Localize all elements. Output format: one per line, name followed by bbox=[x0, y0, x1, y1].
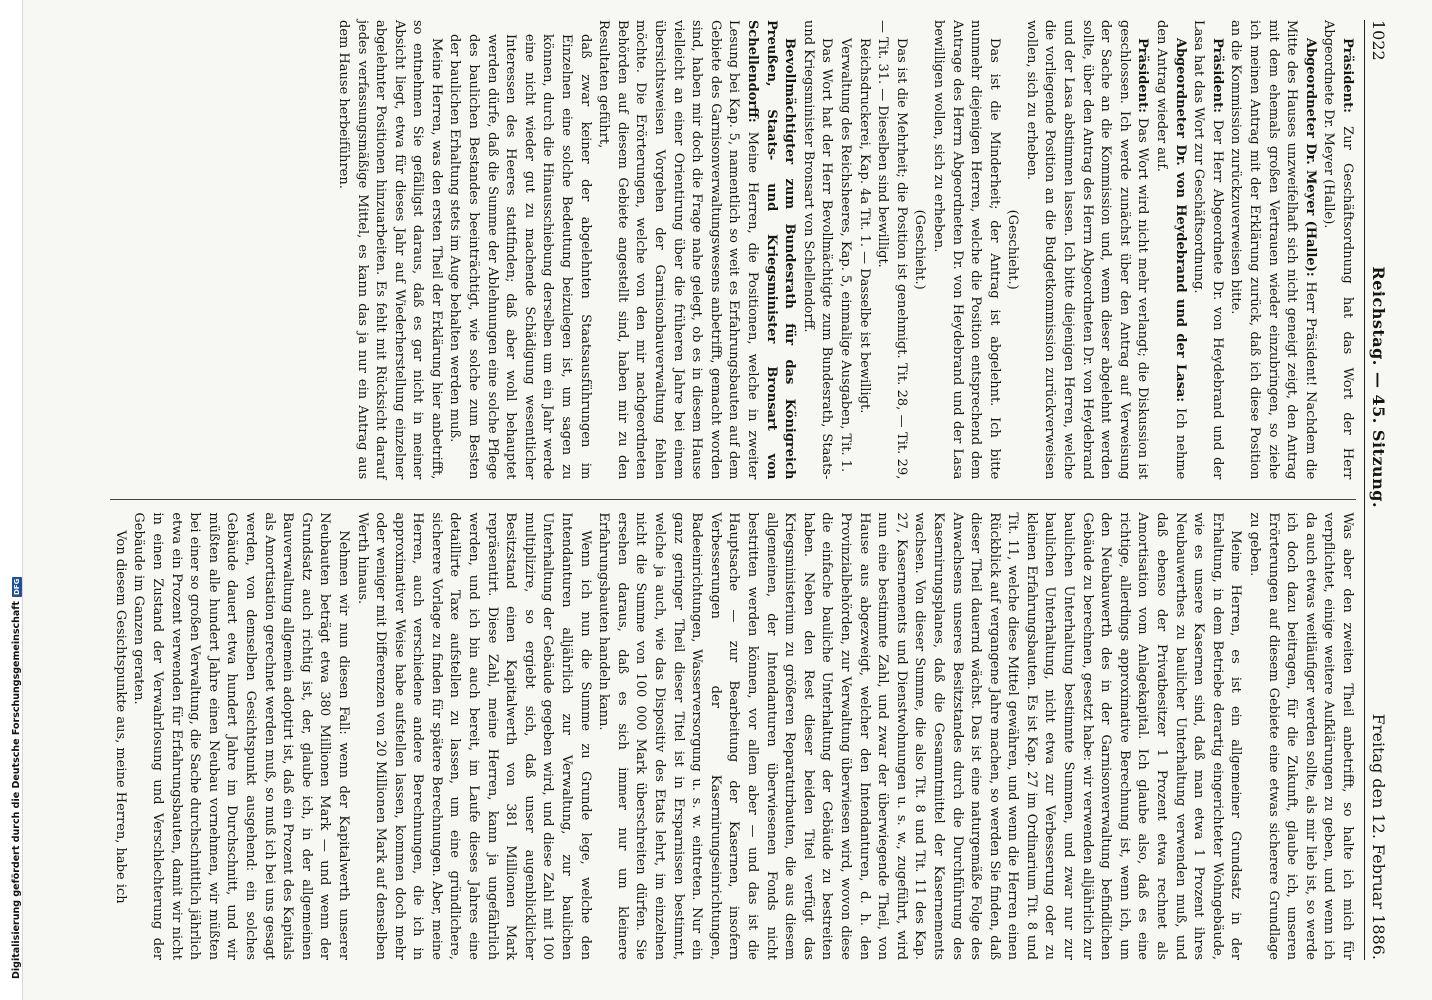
session-title: Reichstag. — 45. Sitzung. bbox=[1369, 266, 1388, 509]
paragraph-text: Meine Herren, es ist ein allgemeiner Grundsatz in der Erhaltung, in dem Betriebe derartig eingerichteter Wohngebäude, wie es unsere Kasernen sind, daß man etwa 1 Prozent ihres Neubauwerthes zu baulicher Unterhaltung verwenden muß, und daß ebenso der Privatbesitzer 1 Prozent etwa rechnet als Amortisation vom Anlagekapital. Ich glaube also, daß es eine richtige, allerdings approximative Berechnung ist, wenn ich, um den Neubauwerth des in der Garnisonverwaltung befindlichen Gebäude zu berechnen, gesetzt habe: wir verwenden alljährlich zur baulichen Unterhaltung bestimmte Summen, und zwar nur zur baulichen Unterhaltung, nicht etwa zur Verbesserung oder zu kleinen Erfahrungsbauten. Es ist Kap. 27 im Ordinarium Tit. 8 und Tit. 11, welche diese Mittel gewähren, und wenn die Herren einen Rückblick auf vergangene Jahre machen, so werden Sie finden, daß dieser Theil dauernd wächst. Das ist eine naturgemäße Folge des Anwachsens unseres Besitzstandes durch die Durchführung des Kasernirungsplanes, daß die Gesammtmittel der Kasernements wachsen. Von dieser Summe, die also Tit. 8 und Tit. 11 des Kap. 27, Kasernements und Dienstwohnungen u. s. w., zugeführt, wird nun eine bestimmte Zahl, und zwar der überwiegende Theil, von Hause aus abgezweigt, welcher den Intendanturen, d. h. den Provinzialbehörden, zur Verwaltung überwiesen wird, wovon diese die einfache bauliche Unterhaltung der Gebäude zu bestreiten haben. Neben den Rest dieser beiden Titel verfügt das Kriegsministerium zu größeren Reparaturbauten, die aus diesem allgemeinen, der Intendanturen überwiesenen Fonds nicht bestritten werden können, vor allem aber — und das ist die Hauptsache — zur Bearbeitung der Kasernen, insofern Verbesserungen der Kasernirungseinrichtungen, Badeeinrichtungen, Wasserversorgung u. s. w. eintreten. Nur ein ganz geringer Theil dieser Titel ist in Ersparnissen bestimmt, welche ja auch, wie das Dispositiv des Etats lehrt, im einzelnen nicht die Summe von 100 000 Mark überschreiten dürfen. Sie ersehen daraus, daß es sich immer nur um kleinere Erfahrungsbauten handeln kann. bbox=[596, 512, 1244, 960]
session-date: Freitag den 12. Februar 1886. bbox=[1369, 713, 1388, 960]
paragraph bbox=[352, 512, 594, 960]
paragraph bbox=[1244, 512, 1356, 960]
speaker-name: Abgeordneter Dr. Meyer (Halle): bbox=[1302, 38, 1318, 277]
paragraph bbox=[873, 20, 910, 479]
paragraph bbox=[910, 20, 929, 479]
rotated-page bbox=[76, 10, 1406, 990]
paragraph bbox=[798, 20, 835, 479]
left-column bbox=[110, 20, 1356, 479]
paragraph bbox=[1003, 20, 1022, 479]
paragraph-text: Meine Herren, die Positionen, welche in zweiter Lesung bei Kap. 5, namentlich so weit es Erfahrungsbauten auf dem Gebiete des Garnisonverwaltungswesens anbetrifft, gemacht worden sind, haben mir doch die Frage nahe gelegt, ob es in diesem Hause vielleicht an einer Orientirung über die früheren Jahre bei einem übersichtsweisen Vorgehen der Garnisonbauverwaltung fehlen möchte. Die Erörterungen, welche von den mir nachgeordneten Behörden auf diesem Gebiete angestellt sind, haben mir zu den Resultaten geführt, bbox=[596, 20, 760, 480]
credit-text: Digitalisierung gefördert durch die Deutsche Forschungsgemeinschaft bbox=[11, 601, 22, 979]
paragraph-text: Wenn ich nun die Summe zu Grunde lege, welche den Intendanturen alljährlich zur Verwaltung, zur baulichen Unterhaltung der Gebäude gegeben wird, und diese Zahl mit 100 multiplizire, so ergiebt sich, daß unser augenblicklicher Besitzstand einen Kapitalwerth von 381 Millionen Mark repräsentirt. Diese Zahl, meine Herren, kann ja ungefährlich werden, und ich bin auch bereit, im Laufe dieses Jahres eine detaillirte Taxe aufstellen zu lassen, um eine gründlichere, sicherere Vorlage zu finden für spätere Berechnungen. Aber, meine Herren, auch verschiedene andere Berechnungen, die ich in approximativer Weise habe aufstellen lassen, kommen doch mehr oder weniger mit Differenzen von 20 Millionen Mark auf denselben Werth hinaus. bbox=[354, 512, 593, 960]
dfg-logo: DFG bbox=[13, 578, 21, 596]
paragraph-text: (Geschieht.) bbox=[912, 209, 928, 290]
speaker-name: Präsident: bbox=[1209, 38, 1225, 113]
credit-strip bbox=[0, 0, 23, 1000]
paragraph-text: (Geschieht.) bbox=[1005, 209, 1021, 290]
speaker-name: Abgeordneter Dr. von Heydebrand und der Lasa: bbox=[1172, 38, 1188, 403]
speaker-name: Bevollmächtigter zum Bundesrath für das Königreich Preußen, Staats- und Kriegsminister Bronsart von Schellendorff: bbox=[745, 20, 798, 480]
paragraph bbox=[129, 512, 352, 960]
paragraph-text: Das ist die Mehrheit; die Position ist genehmigt. Tit. 28, — Tit. 29, — Tit. 31. — Dieselben sind bewilligt. bbox=[875, 20, 909, 480]
paragraph bbox=[1151, 20, 1188, 479]
text-columns bbox=[110, 20, 1356, 960]
paragraph bbox=[835, 20, 854, 479]
paragraph-text: Das Wort wird nicht mehr verlangt; die Diskussion ist geschlossen. Ich werde zunächst über den Antrag auf Verweisung der Sache an die Kommission und, wenn dieser abgelehnt werden sollte, über den Antrag des Herrn Abgeordneten Dr. von Heydebrand und der Lasa abstimmen lassen. Ich bitte diejenigen Herren, welche die vorliegende Position an die Budgetkommission zurückverweisen wollen, sich zu erheben. bbox=[1023, 20, 1151, 480]
paragraph-text: Meine Herren, was den ersten Theil der Erklärung hier anbetrifft, so entnehmen Sie gefälligst daraus, daß es gar nicht in meiner Absicht liegt, etwa für dieses Jahr auf Wiederherstellung einzelner abgelehnter Positionen hinzuarbeiten. Es fehlt mit Rücksicht darauf jedes verfassungsmäßige Mittel, es kann das ja nur ein Antrag aus dem Hause herbeiführen. bbox=[335, 20, 444, 480]
paragraph bbox=[1189, 20, 1226, 479]
paragraph-text: Herr Präsident! Nachdem die Mitte des Hauses unzweifelhaft sich nicht geneigt zeigt, den Antrag mit dem ehemals großen Vertrauen wieder einzubringen, so ziehe ich meinen Antrag mit der Erklärung zurück, daß ich diese Position an die Kommission zurückzuverweisen bitte. bbox=[1228, 20, 1318, 480]
paragraph bbox=[1021, 20, 1151, 479]
right-column bbox=[110, 499, 1356, 960]
speaker-name: Präsident: bbox=[1340, 38, 1355, 113]
page-number: 1022 bbox=[1369, 20, 1388, 61]
page bbox=[76, 10, 1406, 970]
scanned-page bbox=[38, 10, 1432, 990]
paragraph-text: Was aber den zweiten Theil anbetrifft, so halte ich mich für verpflichtet, einige weitere Aufklärungen zu geben, und wenn ich da auch etwas weitläufiger werden sollte, als mir lieb ist, so werde ich doch dazu beitragen, für die Zukunft, glaube ich, unseren Erörterungen auf diesem Gebiete eine etwas sicherere Grundlage zu geben. bbox=[1247, 512, 1355, 960]
paragraph-text: Der Herr Abgeordnete Dr. von Heydebrand und der Lasa hat das Wort zur Geschäftsordnung. bbox=[1191, 20, 1225, 480]
paragraph bbox=[333, 20, 445, 479]
paragraph-text: Zur Geschäftsordnung hat das Wort der Herr Abgeordnete Dr. Meyer (Halle). bbox=[1321, 20, 1355, 480]
paragraph bbox=[1226, 20, 1319, 479]
paragraph-text: Das ist die Minderheit; der Antrag ist abgelehnt. Ich bitte nunmehr diejenigen Herren, welche die Position entsprechend dem Antrage des Herrn Abgeordneten Dr. von Heydebrand und der Lasa bewilligen wollen, sich zu erheben. bbox=[930, 20, 1002, 480]
speaker-name: Präsident: bbox=[1135, 38, 1151, 113]
paragraph bbox=[594, 20, 799, 479]
digitisation-credit bbox=[11, 577, 23, 979]
paragraph bbox=[110, 512, 129, 960]
paragraph-text: Das Wort hat der Herr Bevollmächtigte zum Bundesrath, Staats- und Kriegsminister Bronsart von Schellendorff. bbox=[800, 20, 835, 480]
paragraph-text: daß zwar keiner der abgelehnten Staatsausführungen im Einzelnen eine solche Bedeutung beizulegen ist, um sagen zu können, durch die Hinausschiebung derselben um ein Jahr werde eine nicht wieder gut zu machende Schädigung wesentlicher Interessen des Heeres stattfinden; daß aber wohl behauptet werden dürfe, daß die Summe der Ablehnungen eine solche Pflege des baulichen Bestandes beeinträchtigt, wie solche zum Besten der baulichen Erhaltung stets im Auge behalten werden muß. bbox=[447, 34, 593, 480]
paragraph-text: Reichsdruckerei, Kap. 4a Tit. 1. — Dasselbe ist bewilligt. bbox=[856, 38, 872, 414]
paragraph-text: Ich nehme den Antrag wieder auf. bbox=[1154, 20, 1188, 480]
page-header bbox=[1364, 20, 1388, 960]
paragraph bbox=[928, 20, 1002, 479]
paragraph-text: Von diesem Gesichtspunkte aus, meine Herren, habe ich bbox=[112, 530, 128, 904]
paragraph-text: Nehmen wir nun diesen Fall: wenn der Kapitalwerth unserer Neubauten beträgt etwa 380 Millionen Mark — und wenn der Grundsatz auch richtig ist, der, glaube ich, in der allgemeinen Bauverwaltung allgemein adoptirt ist, daß ein Prozent des Kapitals als Amortisation gerechnet werden muß, so muß ich bei uns gesagt werden, von demselben Gesichtspunkt ausgehend: ein solches Gebäude dauert etwa hundert Jahre im Durchschnitt, und wir müßten alle hundert Jahre einen Neubau vornehmen, wir müßten bei einer so großen Verwaltung, die Sache durchschnittlich jährlich etwa ein Prozent verwenden für Erfahrungsbauten, damit wir nicht in einen Zustand der Verwahrlosung und Verschlechterung der Gebäude im Ganzen geraten. bbox=[131, 512, 351, 960]
paragraph bbox=[594, 512, 1245, 960]
paragraph-text: Verwaltung des Reichsheeres, Kap. 5, einmalige Ausgaben, Tit. 1. bbox=[837, 38, 853, 473]
paragraph bbox=[854, 20, 873, 479]
paragraph bbox=[1319, 20, 1356, 479]
paragraph bbox=[445, 34, 594, 479]
